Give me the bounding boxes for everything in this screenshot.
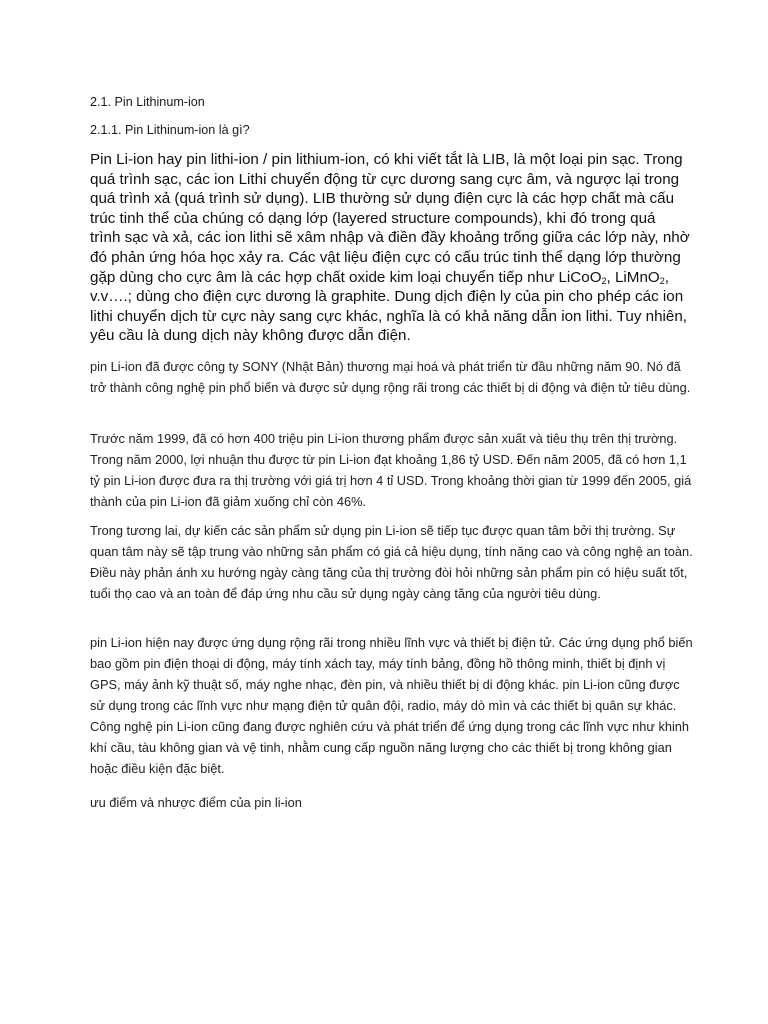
future-paragraph: Trong tương lai, dự kiến các sản phẩm sử dụng pin Li-ion sẽ tiếp tục được quan tâm bởi thị trường. Sự quan tâm này sẽ tập trung vào những sản phẩm có giá cả hiệu dụng, tính năng cao và công nghệ an toàn. Điều này phản ánh xu hướng ngày càng tăng của thị trường đòi hỏi những sản phẩm pin có hiệu suất tốt, tuổi thọ cao và an toàn để đáp ứng nhu cầu sử dụng ngày càng tăng của người tiêu dùng. <box>90 523 693 601</box>
definition-text-part-2: , LiMnO <box>606 268 660 286</box>
definition-text-part-1: Pin Li-ion hay pin lithi-ion / pin lithium-ion, có khi viết tắt là LIB, là một loại pin sạc. Trong quá trình sạc, các ion Lithi chuyển động từ cực dương sang cực âm, và ngược lại trong quá trình xả (quá trình sử dụng). LIB thường sử dụng điện cực là các hợp chất mà cấu trúc tinh thể của chúng có dạng lớp (layered structure compounds), khi đó trong quá trình sạc và xả, các ion lithi sẽ xâm nhập và điền đầy khoảng trống giữa các lớp này, nhờ đó phản ứng hóa học xảy ra. Các vật liệu điện cực có cấu trúc tinh thể dạng lớp thường gặp dùng cho cực âm là các hợp chất oxide kim loại chuyển tiếp như LiCoO <box>90 151 690 286</box>
applications-paragraph: pin Li-ion hiện nay được ứng dụng rộng rãi trong nhiều lĩnh vực và thiết bị điện tử. Các ứng dụng phổ biến bao gồm pin điện thoại di động, máy tính xách tay, máy tính bảng, đồng hồ thông minh, thiết bị định vị GPS, máy ảnh kỹ thuật số, máy nghe nhạc, đèn pin, và nhiều thiết bị di động khác. pin Li-ion cũng được sử dụng trong các lĩnh vực như mạng điện tử quân đội, radio, máy dò mìn và các thiết bị quân sự khác. Công nghệ pin Li-ion cũng đang được nghiên cứu và phát triển để ứng dụng trong các lĩnh vực như khinh khí cầu, tàu không gian và vệ tinh, nhằm cung cấp nguồn năng lượng cho các thiết bị trong không gian hoặc điều kiện đặc biệt. <box>90 635 693 776</box>
subscript-limno2: 2 <box>659 275 665 286</box>
market-paragraph: Trước năm 1999, đã có hơn 400 triệu pin Li-ion thương phẩm được sản xuất và tiêu thụ trên thị trường. Trong năm 2000, lợi nhuận thu được từ pin Li-ion đạt khoảng 1,86 tỷ USD. Đến năm 2005, đã có hơn 1,1 tỷ pin Li-ion được đưa ra thị trường với giá trị hơn 4 tỉ USD. Trong khoảng thời gian từ 1999 đến 2005, giá thành của pin Li-ion đã giảm xuống chỉ còn 46%. <box>90 431 692 509</box>
pros-cons-heading: ưu điểm và nhược điểm của pin li-ion <box>90 795 302 810</box>
section-heading: 2.1. Pin Lithinum-ion <box>90 95 205 109</box>
definition-text-part-3: , v.v….; dùng cho điện cực dương là graphite. Dung dịch điện ly của pin cho phép các ion lithi chuyển dịch từ cực này sang cực khác, nghĩa là có khả năng dẫn ion lithi. Tuy nhiên, yêu cầu là dung dịch này không được dẫn điện. <box>90 268 688 345</box>
subscript-licoo2: 2 <box>601 275 607 286</box>
history-paragraph: pin Li-ion đã được công ty SONY (Nhật Bản) thương mại hoá và phát triển từ đầu những năm 90. Nó đã trở thành công nghệ pin phổ biến và được sử dụng rộng rãi trong các thiết bị di động và điện tử tiêu dùng. <box>90 359 691 395</box>
definition-paragraph <box>90 150 690 346</box>
subsection-heading: 2.1.1. Pin Lithinum-ion là gì? <box>90 123 250 137</box>
